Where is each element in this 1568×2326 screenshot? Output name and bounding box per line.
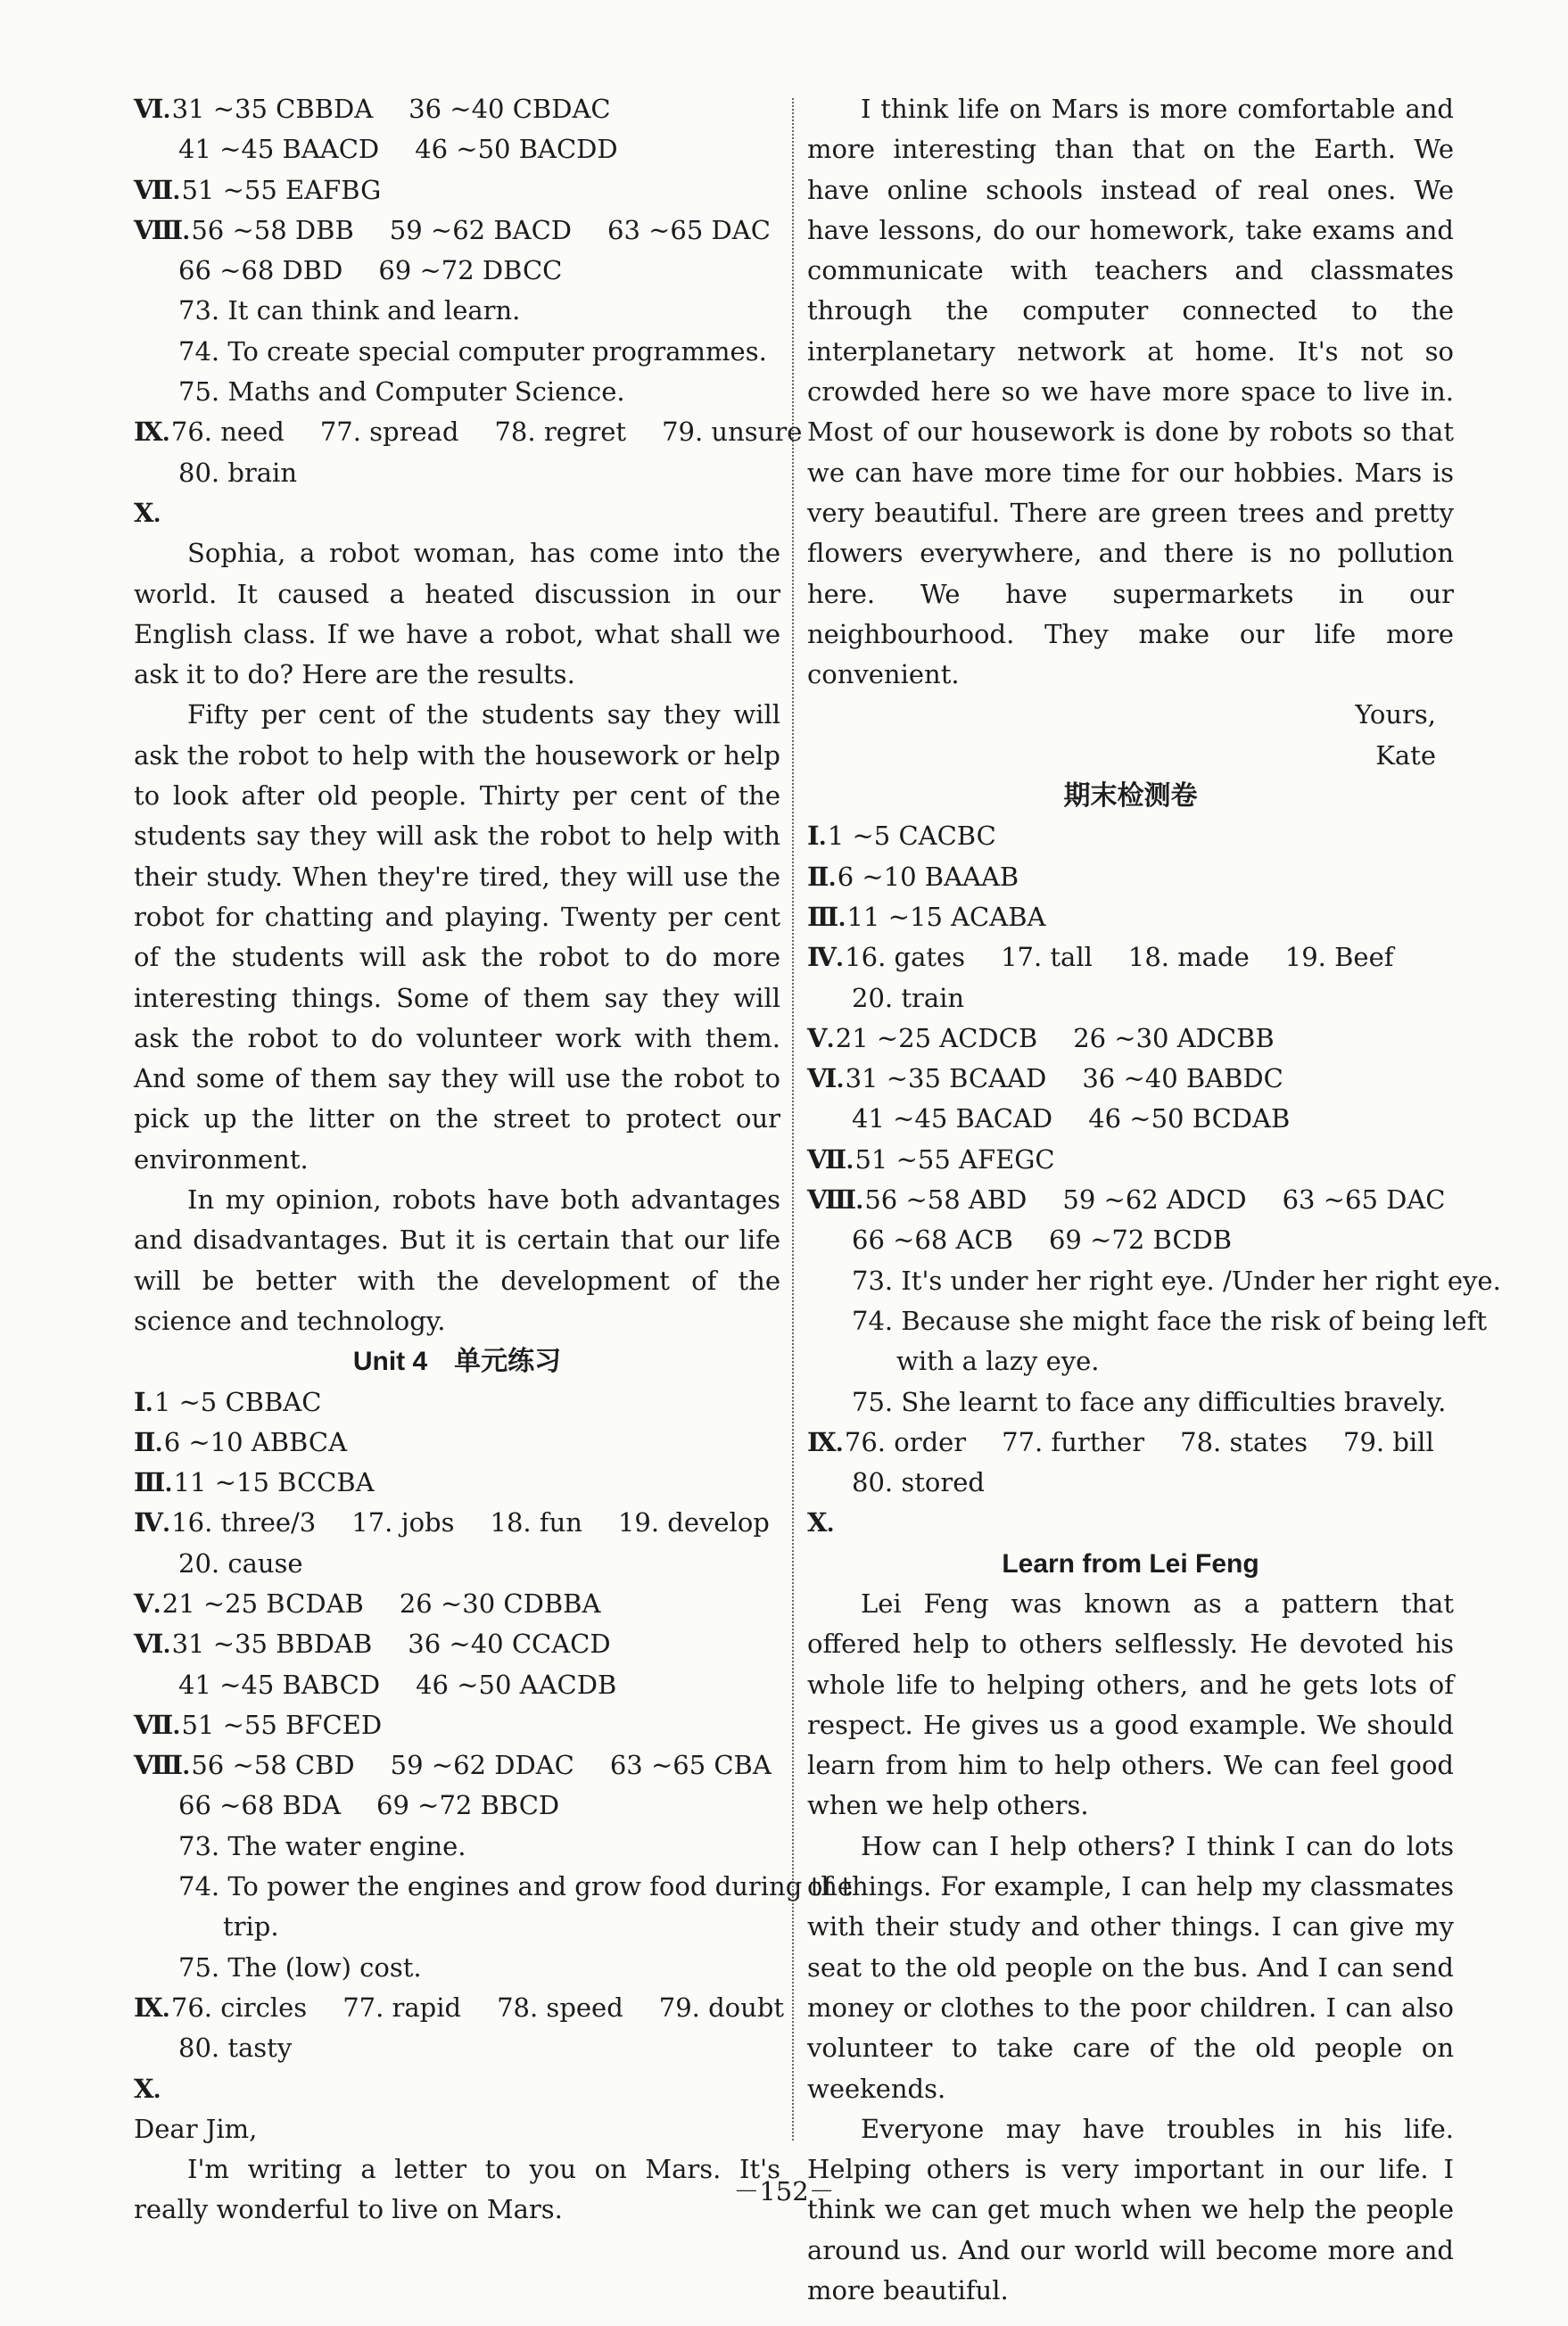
answer-line (807, 978, 1454, 1019)
answer-text: 51 ~55 BFCED (181, 1709, 383, 1740)
section-numeral: Ⅰ. (134, 1388, 153, 1417)
answer-text: trip. (223, 1911, 279, 1942)
answer-text: 78. states (1180, 1426, 1308, 1457)
answer-line (807, 1503, 1454, 1543)
answer-line (807, 1019, 1454, 1059)
answer-line (134, 1786, 780, 1826)
answer-text: 66 ~68 BDA (178, 1790, 342, 1821)
answer-text: 77. spread (319, 417, 459, 448)
answer-text: 56 ~58 DBB (191, 214, 354, 245)
essay-robot (134, 533, 780, 1341)
final-test-heading: 期末检测卷 (1063, 781, 1198, 812)
section-numeral: Ⅶ. (134, 1711, 180, 1740)
answer-line (134, 291, 780, 331)
section-numeral: Ⅵ. (134, 1630, 170, 1660)
section-numeral: Ⅷ. (134, 216, 190, 245)
answer-text: 75. She learnt to face any difficulties bravely. (852, 1386, 1447, 1417)
answer-text: 75. The (low) cost. (178, 1951, 422, 1983)
answer-line (134, 1665, 780, 1705)
answer-text: 74. Because she might face the risk of being left (852, 1305, 1487, 1336)
answer-line (134, 1867, 853, 1907)
answer-line (134, 170, 780, 210)
answer-text: 17. jobs (351, 1507, 455, 1538)
answer-text: 11 ~15 ACABA (846, 901, 1046, 932)
answer-line (134, 1907, 780, 1947)
answer-text: 1 ~5 CACBC (827, 821, 996, 852)
answer-line (807, 1220, 1454, 1260)
answer-text: 74. To create special computer programmes. (178, 335, 767, 367)
letter-closing: Yours, (1355, 699, 1436, 730)
answer-text: 73. The water engine. (178, 1830, 466, 1861)
answer-list-unit4 (134, 1382, 853, 2109)
essay-title: Learn from Lei Feng (1002, 1548, 1259, 1579)
section-numeral: Ⅶ. (134, 176, 180, 205)
answer-text: 63 ~65 DAC (1282, 1184, 1446, 1216)
answer-line (134, 1745, 780, 1786)
answer-line (807, 1180, 1454, 1220)
right-column (807, 89, 1501, 2311)
section-numeral: Ⅴ. (807, 1024, 834, 1053)
answer-line (807, 1463, 1454, 1503)
answer-text: 16. gates (845, 942, 966, 973)
answer-text: 6 ~10 ABBCA (163, 1426, 348, 1457)
section-numeral: Ⅸ. (807, 1428, 843, 1457)
essay-paragraph: Everyone may have troubles in his life. Helping others is very important in our life. I think we can get much when we help the people around us. And our world will become more and more beautiful. (807, 2113, 1454, 2306)
answer-text: with a lazy eye. (896, 1346, 1100, 1377)
essay-paragraph: In my opinion, robots have both advantages and disadvantages. But it is certain that our life will be better with the development of the science and technology. (134, 1184, 780, 1336)
answer-line (134, 2069, 780, 2109)
answer-line (807, 1423, 1454, 1463)
answer-text: 31 ~35 BCAAD (845, 1063, 1047, 1094)
answer-text: 46 ~50 BCDAB (1088, 1103, 1291, 1134)
essay-paragraph: How can I help others? I think I can do lots of things. For example, I can help my classmates with their study and other things. I can give my seat to the old people on the bus. And I can send money or clothes to the poor children. I can also volunteer to take care of the old people on weekends. (807, 1830, 1454, 2104)
answer-text: 36 ~40 CCACD (408, 1629, 611, 1660)
answer-text: 18. made (1127, 942, 1250, 973)
answer-line (134, 1544, 780, 1584)
answer-text: 77. further (1002, 1426, 1145, 1457)
answer-line (807, 1059, 1454, 1099)
section-numeral: Ⅲ. (807, 903, 846, 932)
answer-text: 80. brain (178, 457, 298, 488)
answer-text: 31 ~35 CBBDA (171, 94, 374, 124)
answer-line (134, 1624, 780, 1664)
section-numeral: Ⅷ. (134, 1752, 190, 1781)
essay-paragraph: Lei Feng was known as a pattern that offered help to others selflessly. He devoted his whole life to helping others, and he gets lots of respect. He gives us a good example. We should learn from him to help others. We can feel good when we help others. (807, 1588, 1454, 1821)
section-numeral: Ⅱ. (134, 1428, 162, 1457)
answer-line (134, 2028, 780, 2068)
answer-text: 80. stored (852, 1467, 985, 1498)
answer-text: 56 ~58 ABD (864, 1184, 1027, 1216)
answer-line (134, 129, 780, 169)
section-numeral: Ⅵ. (134, 95, 170, 124)
answer-line (134, 493, 780, 533)
answer-text: 51 ~55 AFEGC (854, 1143, 1055, 1175)
answer-text: 20. cause (178, 1547, 303, 1579)
letter-paragraph: I'm writing a letter to you on Mars. It's really wonderful to live on Mars. (134, 2154, 780, 2225)
answer-text: 74. To power the engines and grow food during the (178, 1871, 853, 1902)
answer-line (134, 1382, 780, 1423)
answer-text: 75. Maths and Computer Science. (178, 376, 625, 408)
answer-text: 19. Beef (1284, 942, 1394, 973)
answer-text: 11 ~15 BCCBA (173, 1467, 375, 1498)
answer-text: 31 ~35 BBDAB (171, 1629, 373, 1660)
answer-text: 79. unsure (662, 417, 803, 448)
answer-line (807, 1341, 1454, 1382)
answer-list-unit3 (134, 89, 803, 533)
answer-line (134, 210, 780, 251)
answer-text: 20. train (852, 982, 965, 1013)
answer-text: 77. rapid (342, 1992, 462, 2023)
letter-paragraph: I think life on Mars is more comfortable and more interesting than that on the Earth. We have online schools instead of real ones. We have lessons, do our homework, take exams and communicate with teachers and classmates through the computer connected to the interplanetary network at home. It's not so crowded here so we have more space to live in. Most of our housework is done by robots so that we can have more time for our hobbies. Mars is very beautiful. There are green trees and pretty flowers everywhere, and there is no pollution here. We have supermarkets in our neighbourhood. They make our life more convenient. (807, 94, 1454, 690)
answer-text: 26 ~30 ADCBB (1073, 1022, 1275, 1053)
answer-text: 41 ~45 BABCD (178, 1669, 381, 1700)
answer-text: 41 ~45 BACAD (852, 1103, 1053, 1134)
answer-line (134, 372, 780, 412)
answer-text: 79. doubt (658, 1992, 785, 2023)
answer-line (134, 1463, 780, 1503)
answer-text: 76. circles (170, 1992, 308, 2023)
section-numeral: Ⅲ. (134, 1469, 172, 1498)
answer-text: 69 ~72 BCDB (1048, 1225, 1233, 1256)
answer-line (807, 937, 1454, 977)
answer-line (807, 1261, 1501, 1301)
section-numeral: Ⅸ. (134, 418, 169, 448)
answer-text: 19. develop (617, 1507, 770, 1538)
answer-text: 69 ~72 BBCD (376, 1790, 560, 1821)
section-numeral: Ⅳ. (134, 1509, 170, 1538)
answer-text: 69 ~72 DBCC (378, 255, 563, 286)
section-numeral: Ⅷ. (807, 1186, 863, 1216)
column-divider (792, 98, 794, 2140)
answer-text: 1 ~5 CBBAC (153, 1386, 322, 1417)
answer-text: 41 ~45 BAACD (178, 134, 380, 165)
answer-text: 79. bill (1343, 1426, 1434, 1457)
answer-line (134, 89, 780, 129)
section-numeral: Ⅶ. (807, 1145, 854, 1175)
letter-salutation: Dear Jim, (134, 2113, 258, 2144)
answer-list-final (807, 816, 1501, 1543)
answer-text: 59 ~62 DDAC (390, 1750, 574, 1781)
answer-line (807, 1099, 1454, 1139)
section-numeral: Ⅹ. (134, 499, 161, 528)
unit4-heading: Unit 4 单元练习 (352, 1347, 562, 1377)
answer-line (807, 816, 1454, 856)
answer-text: 36 ~40 BABDC (1082, 1063, 1283, 1094)
answer-text: 17. tall (1001, 942, 1093, 973)
answer-line (134, 1948, 780, 1988)
answer-text: 18. fun (490, 1507, 582, 1538)
section-numeral: Ⅸ. (134, 1993, 169, 2023)
answer-line (807, 897, 1454, 937)
answer-line (807, 1140, 1454, 1180)
answer-text: 76. order (844, 1426, 967, 1457)
answer-line (134, 412, 803, 452)
section-numeral: Ⅳ. (807, 944, 844, 973)
answer-line (134, 1988, 785, 2028)
essay-paragraph: Sophia, a robot woman, has come into the world. It caused a heated discussion in our English class. If we have a robot, what shall we ask it to do? Here are the results. (134, 538, 780, 690)
answer-text: 51 ~55 EAFBG (181, 174, 382, 205)
answer-line (134, 1827, 780, 1867)
answer-text: 66 ~68 ACB (852, 1225, 1013, 1256)
answer-line (807, 857, 1454, 897)
answer-text: 46 ~50 BACDD (415, 134, 618, 165)
answer-line (807, 1301, 1487, 1341)
answer-line (134, 453, 780, 493)
answer-text: 36 ~40 CBDAC (409, 94, 611, 124)
answer-text: 6 ~10 BAAAB (837, 861, 1019, 892)
answer-text: 16. three/3 (171, 1507, 317, 1538)
answer-text: 46 ~50 AACDB (416, 1669, 617, 1700)
answer-text: 56 ~58 CBD (191, 1750, 355, 1781)
answer-line (134, 1423, 780, 1463)
answer-text: 59 ~62 BACD (389, 214, 573, 245)
answer-line (134, 1503, 780, 1543)
answer-line (134, 1584, 780, 1624)
answer-text: 73. It can think and learn. (178, 295, 521, 326)
essay-paragraph: Fifty per cent of the students say they will ask the robot to help with the housework or help to look after old people. Thirty per cent of the students say they will ask the robot to help with their study. When they're tired, they will use the robot for chatting and playing. Twenty per cent of the students will ask the robot to do more interesting things. Some of them say they will ask the robot to do volunteer work with them. And some of them say they will use the robot to pick up the litter on the street to protect our environment. (134, 699, 780, 1175)
answer-text: 63 ~65 DAC (607, 214, 771, 245)
answer-line (134, 1705, 780, 1745)
answer-text: 26 ~30 CDBBA (399, 1588, 601, 1619)
answer-text: 76. need (170, 417, 285, 448)
answer-line (807, 1382, 1454, 1423)
answer-text: 78. regret (494, 417, 627, 448)
page-number: －152－ (733, 2176, 835, 2206)
answer-text: 21 ~25 BCDAB (161, 1588, 364, 1619)
letter-signature: Kate (1375, 739, 1436, 771)
section-numeral: Ⅰ. (807, 822, 826, 852)
section-numeral: Ⅵ. (807, 1065, 844, 1094)
answer-text: 59 ~62 ADCD (1062, 1184, 1247, 1216)
section-numeral: Ⅹ. (134, 2074, 161, 2104)
answer-line (134, 251, 780, 291)
answer-text: 80. tasty (178, 2033, 293, 2064)
section-numeral: Ⅹ. (807, 1509, 834, 1538)
answer-text: 63 ~65 CBA (609, 1750, 772, 1781)
section-numeral: Ⅴ. (134, 1589, 161, 1619)
answer-line (134, 332, 780, 372)
answer-text: 21 ~25 ACDCB (835, 1022, 1038, 1053)
answer-text: 73. It's under her right eye. /Under her right eye. (852, 1265, 1501, 1296)
section-numeral: Ⅱ. (807, 862, 836, 892)
answer-text: 66 ~68 DBD (178, 255, 343, 286)
answer-text: 78. speed (497, 1992, 623, 2023)
